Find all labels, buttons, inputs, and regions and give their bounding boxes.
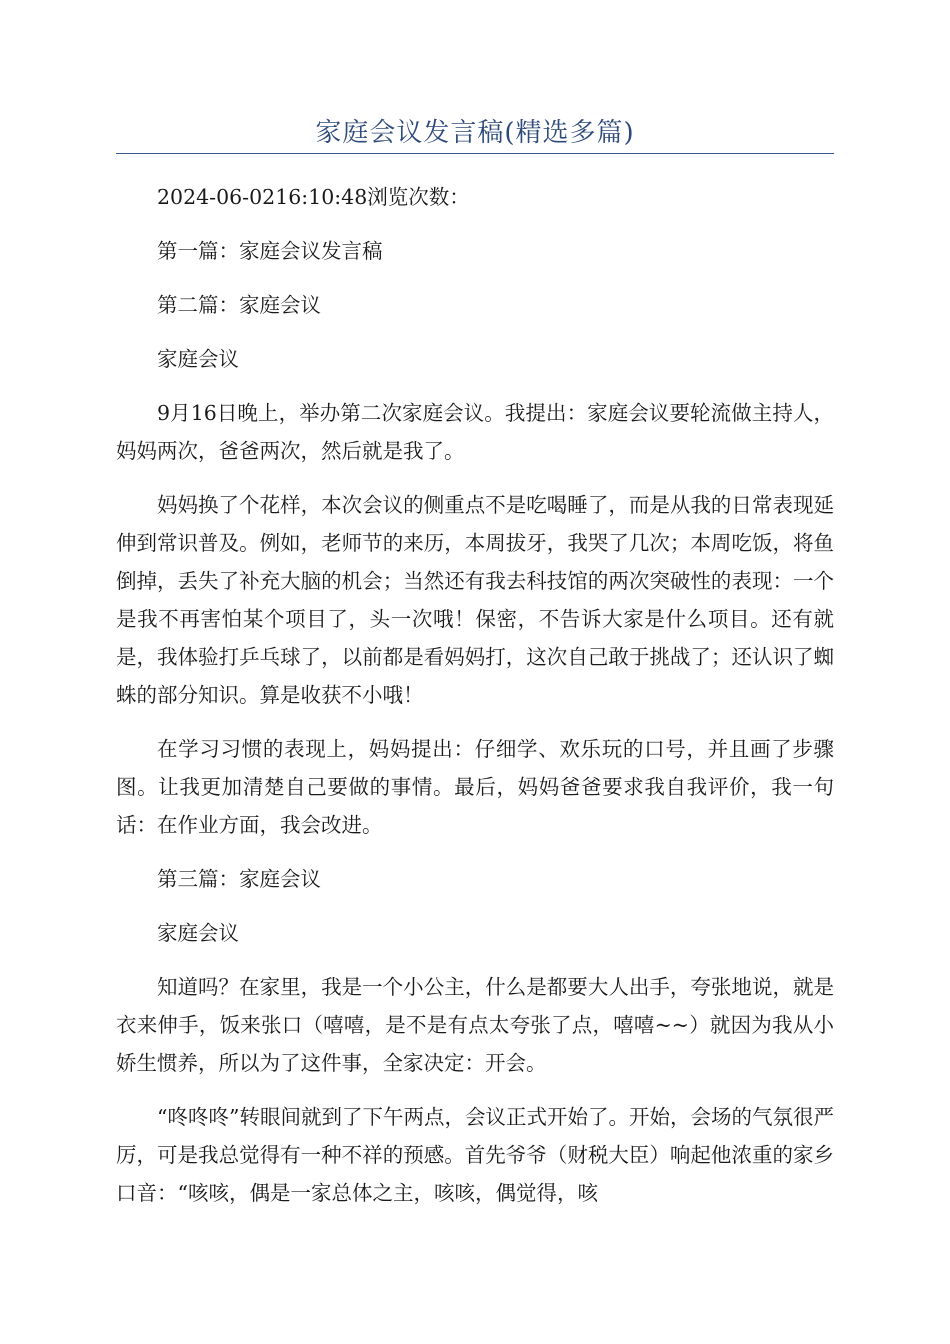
document-title: 家庭会议发言稿(精选多篇) — [315, 118, 635, 148]
sub-heading: 家庭会议 — [157, 921, 239, 945]
paragraph: 9月16日晚上，举办第二次家庭会议。我提出：家庭会议要轮流做主持人，妈妈两次，爸爸两次，然后就是我了。 — [116, 401, 834, 463]
section-heading-2: 第二篇：家庭会议 — [157, 293, 321, 317]
document-body — [116, 178, 834, 1212]
title-underline — [116, 153, 834, 154]
meta-line: 2024-06-0216:10:48浏览次数： — [157, 185, 470, 209]
paragraph: 妈妈换了个花样，本次会议的侧重点不是吃喝睡了，而是从我的日常表现延伸到常识普及。例如，老师节的来历，本周拔牙，我哭了几次；本周吃饭，将鱼倒掉，丢失了补充大脑的机会；当然还有我去科技馆的两次突破性的表现：一个是我不再害怕某个项目了，头一次哦！保密，不告诉大家是什么项目。还有就是，我体验打乒乓球了，以前都是看妈妈打，这次自己敢于挑战了；还认识了蜘蛛的部分知识。算是收获不小哦！ — [116, 493, 834, 707]
paragraph: “咚咚咚”转眼间就到了下午两点，会议正式开始了。开始，会场的气氛很严厉，可是我总觉得有一种不祥的预感。首先爷爷（财税大臣）响起他浓重的家乡口音：“咳咳，偶是一家总体之主，咳咳，偶觉得，咳 — [116, 1105, 834, 1205]
paragraph: 在学习习惯的表现上，妈妈提出：仔细学、欢乐玩的口号，并且画了步骤图。让我更加清楚自己要做的事情。最后，妈妈爸爸要求我自我评价，我一句话：在作业方面，我会改进。 — [116, 737, 834, 837]
paragraph: 知道吗？在家里，我是一个小公主，什么是都要大人出手，夸张地说，就是衣来伸手，饭来张口（嘻嘻，是不是有点太夸张了点，嘻嘻~~）就因为我从小娇生惯养，所以为了这件事，全家决定：开会。 — [116, 975, 834, 1075]
document-page — [116, 0, 834, 1228]
sub-heading: 家庭会议 — [157, 347, 239, 371]
section-heading-3: 第三篇：家庭会议 — [157, 867, 321, 891]
section-heading-1: 第一篇：家庭会议发言稿 — [157, 239, 383, 263]
